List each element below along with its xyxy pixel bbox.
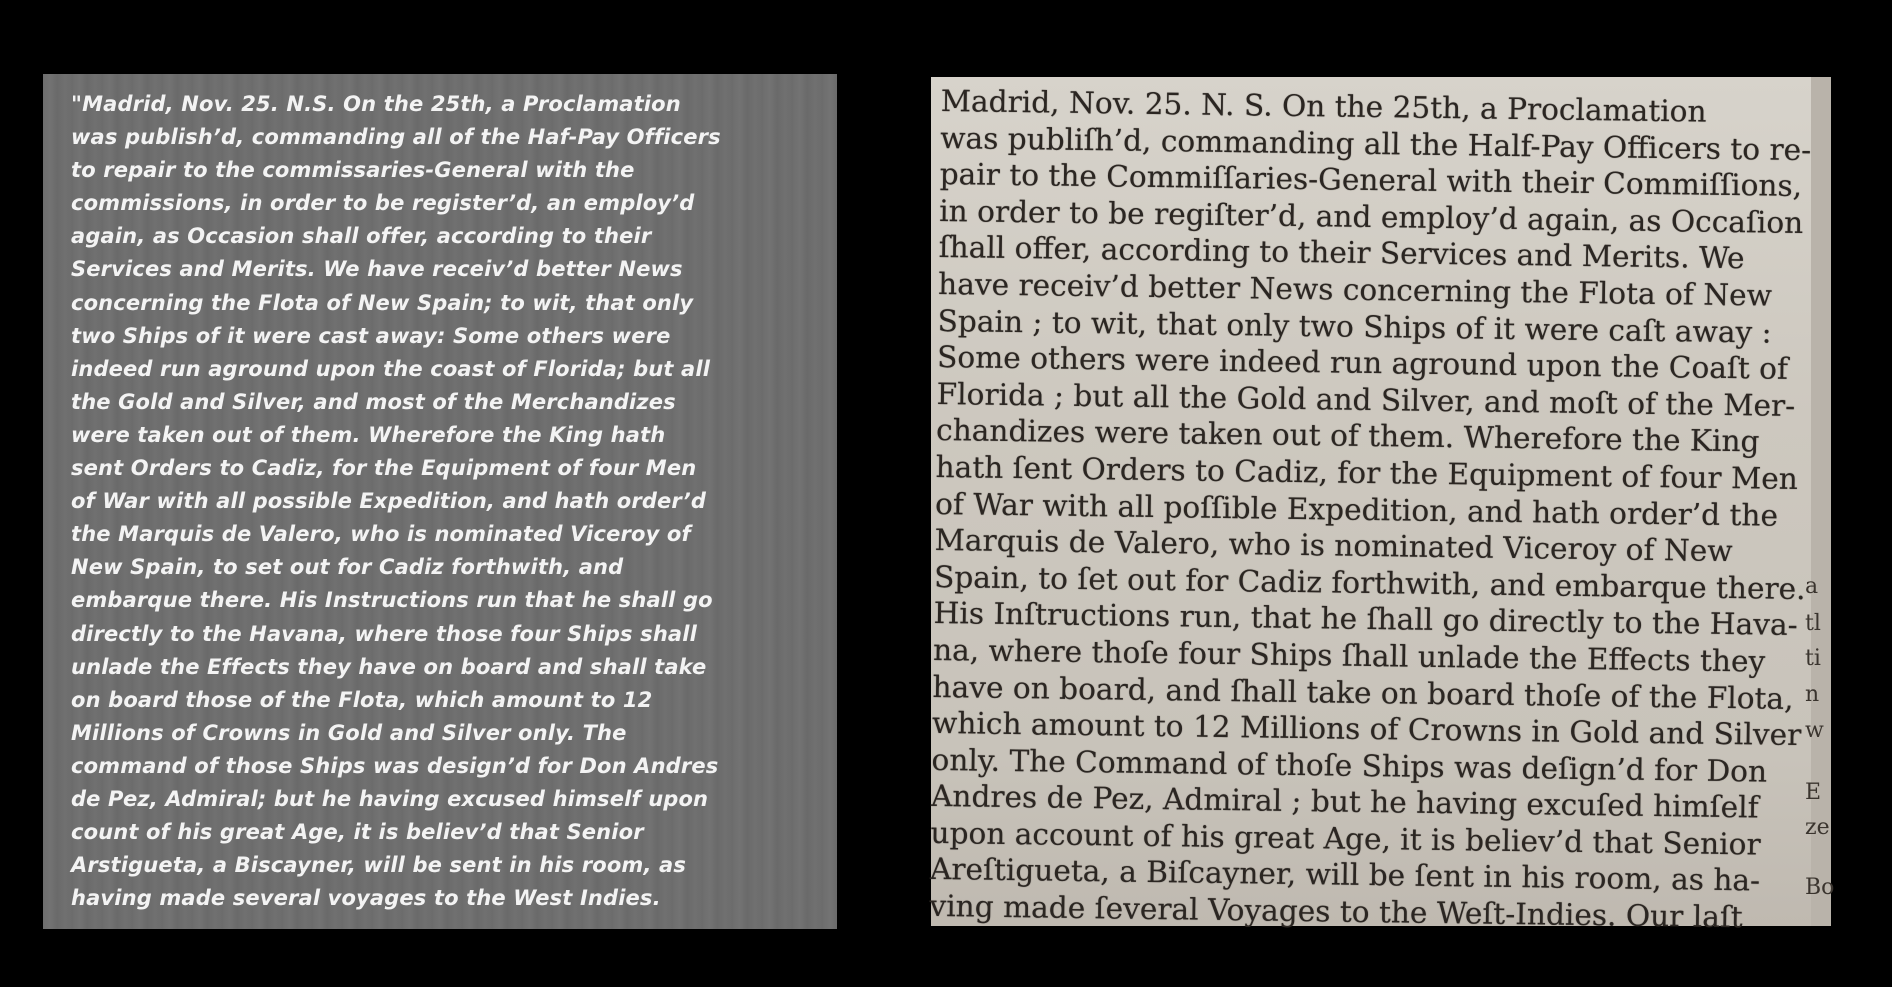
- transcription-line: to repair to the commissaries-General with the: [71, 158, 635, 183]
- transcription-line: concerning the Flota of New Spain; to wit, that only: [71, 290, 694, 315]
- transcription-line: the Marquis de Valero, who is nominated Viceroy of: [71, 522, 691, 547]
- transcription-line: command of those Ships was design’d for Don Andres: [71, 753, 719, 778]
- transcription-line: on board those of the Flota, which amount to 12: [71, 687, 653, 712]
- transcription-line: again, as Occasion shall offer, according to their: [71, 224, 652, 249]
- scan-line: Spain, to ſet out for Cadiz forthwith, and embarque there.: [933, 559, 1806, 606]
- scan-line: pair to the Commiſſaries-General with their Commiſſions,: [939, 157, 1803, 204]
- scan-line: of War with all poſſible Expedition, and hath order’d the: [934, 486, 1779, 533]
- scan-line: chandizes were taken out of them. Wherefore the King: [935, 413, 1760, 459]
- margin-fragment: tl: [1805, 611, 1821, 636]
- scan-line: which amount to 12 Millions of Crowns in Gold and Silver: [931, 706, 1802, 753]
- scan-line: Areſtigueta, a Biſcayner, will be ſent in his room, as ha-: [929, 852, 1761, 898]
- margin-fragment: ti: [1805, 646, 1821, 671]
- transcription-line: commissions, in order to be register’d, an employ’d: [71, 191, 695, 216]
- transcription-line: was publish’d, commanding all of the Haf-Pay Officers: [71, 125, 721, 150]
- transcription-line: unlade the Effects they have on board and shall take: [71, 654, 707, 679]
- scan-line: Marquis de Valero, who is nominated Viceroy of New: [934, 523, 1733, 569]
- scan-margin-column: [1805, 77, 1835, 926]
- scan-line: have receiv’d better News concerning the Flota of New: [937, 266, 1773, 313]
- transcription-panel: [43, 74, 837, 929]
- scan-line: upon account of his great Age, it is believ’d that Senior: [930, 815, 1761, 862]
- transcription-line: sent Orders to Cadiz, for the Equipment of four Men: [71, 456, 697, 481]
- transcription-line: count of his great Age, it is believ’d that Senior: [71, 820, 644, 845]
- scan-line: Spain ; to wit, that only two Ships of it were caſt away :: [937, 303, 1772, 350]
- transcription-line: of War with all possible Expedition, and hath order’d: [71, 489, 707, 514]
- transcription-line: Services and Merits. We have receiv’d better News: [71, 257, 683, 282]
- newspaper-scan-image: [929, 77, 1835, 935]
- transcription-line: the Gold and Silver, and most of the Merchandizes: [71, 389, 676, 414]
- transcription-text: [71, 88, 817, 915]
- margin-fragment: Bo: [1805, 875, 1835, 900]
- scan-line: only. The Command of thoſe Ships was deſign’d for Don: [931, 742, 1768, 789]
- margin-fragment: n: [1805, 682, 1820, 707]
- margin-fragment: a: [1805, 574, 1819, 599]
- transcription-line: New Spain, to set out for Cadiz forthwith, and: [71, 555, 624, 580]
- transcription-line: "Madrid, Nov. 25. N.S. On the 25th, a Proclamation: [71, 92, 681, 116]
- scan-line: na, where thoſe four Ships ſhall unlade the Effects they: [932, 632, 1766, 679]
- scan-line: Andres de Pez, Admiral ; but he having excuſed himſelf: [930, 779, 1759, 825]
- margin-fragment: ze: [1805, 815, 1830, 840]
- scan-line: was publiſh’d, commanding all the Half-Pay Officers to re-: [940, 120, 1812, 167]
- scan-line: Some others were indeed run aground upon the Coaſt of: [936, 340, 1789, 387]
- transcription-line: two Ships of it were cast away: Some others were: [71, 323, 671, 348]
- scan-line: Florida ; but all the Gold and Silver, and moſt of the Mer-: [936, 376, 1796, 423]
- transcription-line: embarque there. His Instructions run that he shall go: [71, 588, 713, 613]
- scan-text: [929, 83, 1822, 937]
- scan-line: have on board, and ſhall take on board thoſe of the Flota,: [932, 669, 1794, 716]
- scan-line: ſhall offer, according to their Services and Merits. We: [938, 230, 1745, 276]
- transcription-line: having made several voyages to the West Indies.: [71, 886, 661, 911]
- transcription-line: Arstigueta, a Biscayner, will be sent in his room, as: [71, 853, 687, 878]
- transcription-line: were taken out of them. Wherefore the King hath: [71, 422, 666, 447]
- scan-line: hath ſent Orders to Cadiz, for the Equipment of four Men: [935, 449, 1799, 496]
- margin-fragment: w: [1805, 718, 1824, 743]
- scan-line: His Inſtructions run, that he ſhall go directly to the Hava-: [933, 596, 1798, 643]
- scan-line: in order to be regiſter’d, and employ’d again, as Occaſion: [938, 193, 1804, 240]
- scan-line: Madrid, Nov. 25. N. S. On the 25th, a Proclamation: [940, 83, 1707, 129]
- transcription-line: Millions of Crowns in Gold and Silver only. The: [71, 720, 627, 745]
- margin-fragment: E: [1805, 780, 1822, 805]
- transcription-line: de Pez, Admiral; but he having excused himself upon: [71, 786, 709, 811]
- scan-line: ving made ſeveral Voyages to the Weſt-Indies. Our laſt: [929, 888, 1743, 935]
- transcription-line: indeed run aground upon the coast of Florida; but all: [71, 356, 711, 381]
- transcription-line: directly to the Havana, where those four Ships shall: [71, 621, 697, 646]
